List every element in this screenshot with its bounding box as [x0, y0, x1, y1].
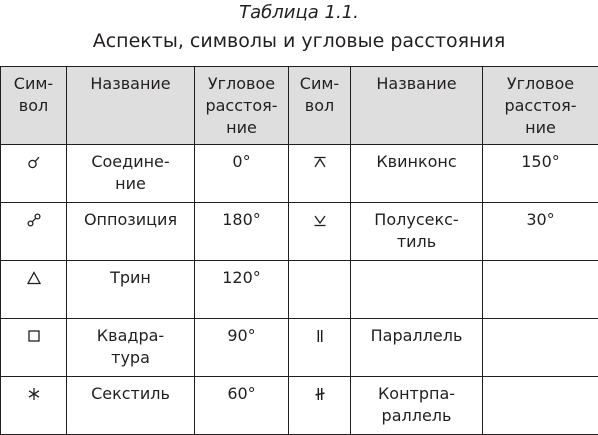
quincunx-icon	[312, 154, 328, 170]
symbol-cell	[1, 319, 67, 377]
aspect-name-cell: Полусекс- тиль	[351, 203, 483, 261]
aspect-name-cell: Секстиль	[67, 377, 195, 435]
header-angle-2: Угловое расстоя- ние	[483, 67, 598, 145]
opposition-icon	[26, 212, 42, 228]
contraparallel-icon	[312, 386, 328, 402]
aspect-name-cell: Трин	[67, 261, 195, 319]
aspect-name-cell: Контрпа- раллель	[351, 377, 483, 435]
symbol-cell	[289, 261, 351, 319]
aspect-name-cell: Соедине- ние	[67, 145, 195, 203]
trine-icon	[26, 270, 42, 286]
parallel-icon	[312, 328, 328, 344]
symbol-cell	[289, 203, 351, 261]
angle-cell	[483, 319, 598, 377]
table-row	[1, 203, 598, 261]
aspect-name-cell: Параллель	[351, 319, 483, 377]
header-angle: Угловое расстоя- ние	[195, 67, 289, 145]
aspect-name-cell: Оппозиция	[67, 203, 195, 261]
symbol-cell	[289, 319, 351, 377]
symbol-cell	[1, 145, 67, 203]
conjunction-icon	[26, 154, 42, 170]
symbol-cell	[289, 145, 351, 203]
table-title: Аспекты, символы и угловые расстояния	[0, 27, 598, 55]
symbol-cell	[1, 203, 67, 261]
angle-cell: 90°	[195, 319, 289, 377]
header-row	[1, 67, 598, 145]
symbol-cell	[289, 377, 351, 435]
angle-cell: 120°	[195, 261, 289, 319]
table-row	[1, 319, 598, 377]
table-row	[1, 377, 598, 435]
header-symbol: Сим- вол	[1, 67, 67, 145]
aspect-name-cell	[351, 261, 483, 319]
sextile-icon	[26, 386, 42, 402]
angle-cell: 180°	[195, 203, 289, 261]
symbol-cell	[1, 377, 67, 435]
header-name-2: Название	[351, 67, 483, 145]
semisextile-icon	[312, 212, 328, 228]
symbol-cell	[1, 261, 67, 319]
aspect-name-cell: Квинконс	[351, 145, 483, 203]
square-icon	[26, 328, 42, 344]
header-name: Название	[67, 67, 195, 145]
angle-cell: 30°	[483, 203, 598, 261]
angle-cell	[483, 261, 598, 319]
header-symbol-2: Сим- вол	[289, 67, 351, 145]
angle-cell: 0°	[195, 145, 289, 203]
angle-cell: 150°	[483, 145, 598, 203]
angle-cell	[483, 377, 598, 435]
table-row	[1, 261, 598, 319]
table-row	[1, 145, 598, 203]
aspects-table	[0, 66, 598, 435]
table-label: Таблица 1.1.	[0, 0, 598, 26]
aspect-name-cell: Квадра- тура	[67, 319, 195, 377]
angle-cell: 60°	[195, 377, 289, 435]
